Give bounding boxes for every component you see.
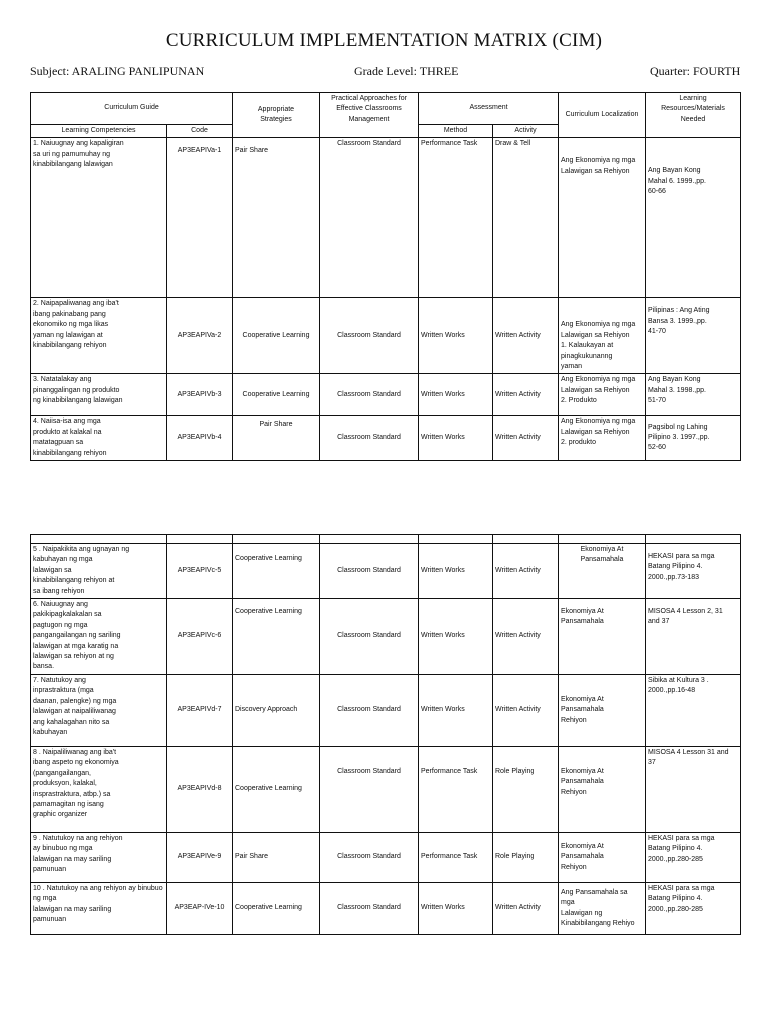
resources-cell: HEKASI para sa mga Batang Pilipino 4. 2000.,pp.280-285 [646,833,741,883]
localization-cell: Ekonomiya At Pansamahala [559,544,646,599]
approach-cell: Classroom Standard [320,599,419,675]
strategy-cell: Cooperative Learning [233,298,320,374]
approach-cell: Classroom Standard [320,883,419,935]
competency-cell: 6. Naiuugnay ang pakikipagkalakalan sa pagtugon ng mga pangangailangan ng sariling lalawigan at mga karatig na lalawigan sa rehiyon at ng bansa. [31,599,167,675]
approach-cell: Classroom Standard [320,675,419,747]
matrix-table-top [30,92,741,461]
approach-cell: Classroom Standard [320,833,419,883]
document-title: CURRICULUM IMPLEMENTATION MATRIX (CIM) [165,30,603,51]
code-cell: AP3EAPIVb-3 [167,374,233,416]
method-cell: Performance Task [419,138,493,298]
resources-cell: Pilipinas : Ang Ating Bansa 3. 1999.,pp. 41-70 [646,298,741,374]
table-row [31,138,741,298]
strategy-cell: Cooperative Learning [233,374,320,416]
strategy-cell: Discovery Approach [233,675,320,747]
header-resources: Learning Resources/Materials Needed [646,93,741,138]
resources-cell: HEKASI para sa mga Batang Pilipino 4. 2000.,pp.280-285 [646,883,741,935]
activity-cell: Draw & Tell [493,138,559,298]
method-cell: Written Works [419,298,493,374]
resources-cell: Ang Bayan Kong Mahal 6. 1999.,pp. 60-66 [646,138,741,298]
header-assessment: Assessment [419,93,559,125]
method-cell: Written Works [419,544,493,599]
competency-cell: 5 . Naipakikita ang ugnayan ng kabuhayan ng mga lalawigan sa kinabibilangang rehiyon at sa ibang rehiyon [31,544,167,599]
table-row [31,883,741,935]
localization-cell: Ekonomiya At Pansamahala Rehiyon [559,833,646,883]
table-row [31,833,741,883]
strategy-cell: Cooperative Learning [233,747,320,833]
activity-cell: Written Activity [493,544,559,599]
method-cell: Written Works [419,416,493,461]
method-cell: Written Works [419,374,493,416]
approach-cell: Classroom Standard [320,416,419,461]
quarter-label: Quarter: FOURTH [650,64,741,78]
strategy-cell: Cooperative Learning [233,599,320,675]
localization-cell: Ang Ekonomiya ng mga Lalawigan sa Rehiyon 1. Kalaukayan at pinagkukunanng yaman [559,298,646,374]
strategy-cell: Pair Share [233,833,320,883]
header-activity: Activity [493,125,559,138]
competency-cell: 2. Naipapaliwanag ang iba't ibang pakinabang pang ekonomiko ng mga likas yaman ng lalawigan at kinabibilangang rehiyon [31,298,167,374]
code-cell: AP3EAPIVa-1 [167,138,233,298]
header-localization: Curriculum Localization [559,93,646,138]
matrix-table-bottom [30,534,741,935]
competency-cell: 8 . Naipaliliwanag ang iba't ibang aspeto ng ekonomiya (pangangailangan, produksyon, kalakal, insprastraktura, atbp.) sa pamamagitan ng isang graphic organizer [31,747,167,833]
competency-cell: 7. Natutukoy ang inprastraktura (mga daanan, palengke) ng mga lalawigan at naipaliliwanag ang kahalagahan nito sa kabuhayan [31,675,167,747]
strategy-cell: Cooperative Learning [233,544,320,599]
code-cell: AP3EAPIVb-4 [167,416,233,461]
approach-cell: Classroom Standard [320,138,419,298]
resources-cell: Pagsibol ng Lahing Pilipino 3. 1997.,pp. 52-60 [646,416,741,461]
strategy-cell: Pair Share [233,416,320,461]
code-cell: AP3EAPIVd-8 [167,747,233,833]
method-cell: Performance Task [419,833,493,883]
resources-cell: MISOSA 4 Lesson 2, 31 and 37 [646,599,741,675]
method-cell: Written Works [419,675,493,747]
strategy-cell: Cooperative Learning [233,883,320,935]
activity-cell: Written Activity [493,374,559,416]
activity-cell: Written Activity [493,883,559,935]
localization-cell: Ekonomiya At Pansamahala [559,599,646,675]
resources-cell: HEKASI para sa mga Batang Pilipino 4. 2000.,pp.73-183 [646,544,741,599]
resources-cell: Sibika at Kultura 3 . 2000.,pp.16-48 [646,675,741,747]
table-row [31,599,741,675]
header-code: Code [167,125,233,138]
method-cell: Written Works [419,883,493,935]
activity-cell: Role Playing [493,833,559,883]
grade-level-label: Grade Level: THREE [354,64,459,78]
competency-cell: 1. Naiuugnay ang kapaligiran sa uri ng pamumuhay ng kinabibilangang lalawigan [31,138,167,298]
table-row [31,416,741,461]
competency-cell: 9 . Natutukoy na ang rehiyon ay binubuo ng mga lalawigan na may sariling pamunuan [31,833,167,883]
header-strategies: Appropriate Strategies [233,93,320,138]
header-method: Method [419,125,493,138]
code-cell: AP3EAPIVc-6 [167,599,233,675]
localization-cell: Ang Ekonomiya ng mga Lalawigan sa Rehiyon 2. produkto [559,416,646,461]
resources-cell: MISOSA 4 Lesson 31 and 37 [646,747,741,833]
code-cell: AP3EAPIVc-5 [167,544,233,599]
header-approaches: Practical Approaches for Effective Classrooms Management [320,93,419,138]
localization-cell: Ekonomiya At Pansamahala Rehiyon [559,747,646,833]
activity-cell: Written Activity [493,416,559,461]
activity-cell: Written Activity [493,599,559,675]
header-curriculum-guide: Curriculum Guide [31,93,233,125]
approach-cell: Classroom Standard [320,747,419,833]
competency-cell: 3. Natatalakay ang pinanggalingan ng produkto ng kinabibilangang lalawigan [31,374,167,416]
competency-cell: 4. Naiisa-isa ang mga produkto at kalakal na matatagpuan sa kinabibilangang rehiyon [31,416,167,461]
resources-cell: Ang Bayan Kong Mahal 3. 1998.,pp. 51-70 [646,374,741,416]
approach-cell: Classroom Standard [320,374,419,416]
table-row [31,374,741,416]
code-cell: AP3EAPIVe-9 [167,833,233,883]
code-cell: AP3EAPIVd-7 [167,675,233,747]
table-row [31,675,741,747]
code-cell: AP3EAPIVa-2 [167,298,233,374]
blank-header-row [31,535,741,544]
localization-cell: Ang Ekonomiya ng mga Lalawigan sa Rehiyon [559,138,646,298]
subject-label: Subject: ARALING PANLIPUNAN [30,64,205,78]
localization-cell: Ekonomiya At Pansamahala Rehiyon [559,675,646,747]
approach-cell: Classroom Standard [320,298,419,374]
table-row [31,747,741,833]
header-learning-competencies: Learning Competencies [31,125,167,138]
approach-cell: Classroom Standard [320,544,419,599]
strategy-cell: Pair Share [233,138,320,298]
activity-cell: Written Activity [493,298,559,374]
localization-cell: Ang Ekonomiya ng mga Lalawigan sa Rehiyon 2. Produkto [559,374,646,416]
competency-cell: 10 . Natutukoy na ang rehiyon ay binubuo ng mga lalawigan na may sariling pamunuan [31,883,167,935]
method-cell: Performance Task [419,747,493,833]
activity-cell: Role Playing [493,747,559,833]
table-row [31,544,741,599]
localization-cell: Ang Pansamahala sa mga Lalawigan ng Kinabibilangang Rehiyo [559,883,646,935]
code-cell: AP3EAP-IVe-10 [167,883,233,935]
table-row [31,298,741,374]
method-cell: Written Works [419,599,493,675]
activity-cell: Written Activity [493,675,559,747]
